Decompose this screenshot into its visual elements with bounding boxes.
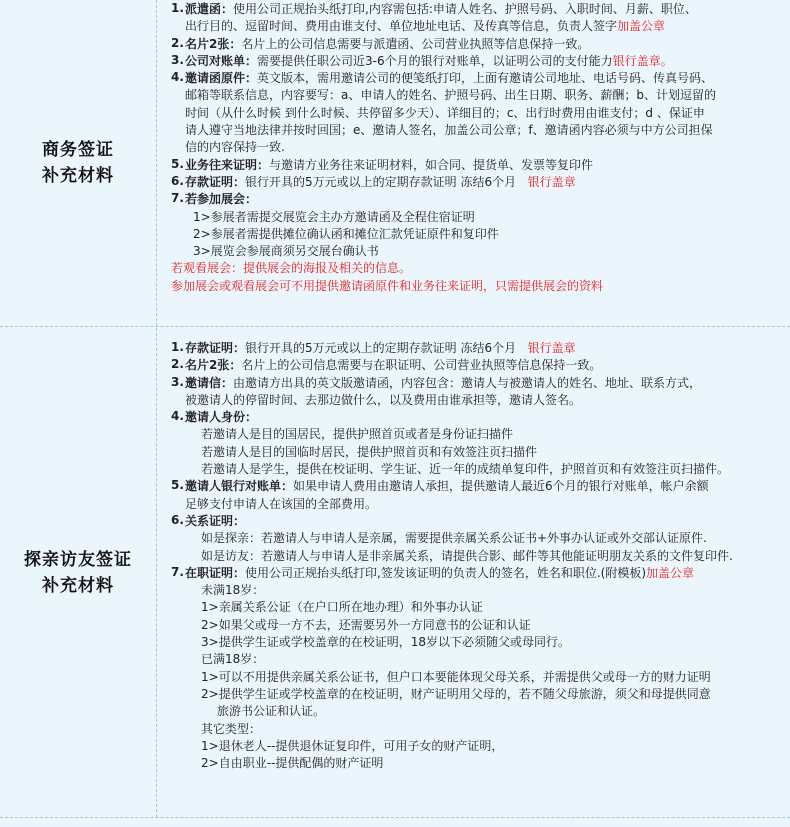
item-heading: 若参加展会： — [185, 192, 258, 207]
item-number: 4. — [171, 70, 184, 85]
other-line: 1>退休老人--提供退休证复印件，可用子女的财产证明， — [201, 738, 504, 753]
item-text: 名片上的公司信息需要与派遣函、公司营业执照等信息保持一致。 — [241, 36, 590, 51]
item-text: 名片上的公司信息需要与在职证明、公司营业执照等信息保持一致。 — [241, 358, 602, 373]
list-item — [171, 53, 782, 70]
item-text: 与邀请方业务往来证明材料，如合同、提货单、发票等复印件 — [269, 157, 594, 172]
list-item — [171, 1, 782, 36]
item-heading: 在职证明： — [185, 565, 246, 580]
business-visa-section — [0, 0, 790, 327]
title-line: 补充材料 — [42, 575, 114, 596]
item-text: 银行开具的5万元或以上的定期存款证明 冻结6个月 — [245, 341, 517, 355]
red-highlight: 银行盖章。 — [612, 53, 673, 68]
title-line: 探亲访友签证 — [24, 549, 132, 570]
over18-line: 旅游书公证和认证。 — [217, 704, 326, 719]
item-text: 时间（从什么时候 到什么时候、共停留多少天）、详细目的；c、出行时费用由谁支付；d 、保证申 — [185, 105, 705, 120]
list-item — [171, 513, 782, 530]
item-number: 3. — [171, 374, 184, 389]
family-visit-title-cell — [0, 328, 157, 817]
item-heading: 邀请函原件： — [185, 71, 258, 86]
item-number: 3. — [171, 52, 184, 67]
red-note: 若观看展会：提供展会的海报及相关的信息。 — [171, 261, 412, 276]
business-visa-title-cell — [0, 0, 157, 326]
family-visit-visa-section — [0, 328, 790, 818]
item-heading: 存款证明： — [185, 341, 246, 355]
item-heading: 公司对账单： — [185, 53, 258, 68]
under18-line: 3>提供学生证或学校盖章的在校证明，18岁以下必须随父或母同行。 — [201, 635, 570, 650]
exhibition-line: 3>展览会参展商须另交展台确认书 — [193, 244, 379, 259]
item-number: 1. — [171, 1, 184, 15]
item-text: 信的内容保持一致. — [185, 140, 285, 155]
identity-line: 若邀请人是学生，提供在校证明、学生证、近一年的成绩单复印件，护照首页和有效签注页扫描件。 — [201, 462, 730, 477]
over18-line: 1>可以不用提供亲属关系公证书，但户口本要能体现父母关系，并需提供父或母一方的财力证明 — [201, 669, 711, 684]
item-text: 由邀请方出具的英文版邀请函，内容包含：邀请人与被邀请人的姓名、地址、联系方式， — [233, 375, 702, 390]
under18-line: 2>如果父或母一方不去，还需要另外一方同意书的公证和认证 — [201, 617, 531, 632]
relation-line: 如是访友：若邀请人与申请人是非亲属关系，请提供合影、邮件等其他能证明朋友关系的文件复印件. — [201, 548, 733, 563]
subsection-title: 其它类型： — [201, 721, 262, 736]
item-text: 出行目的、逗留时间、费用由谁支付、单位地址电话、及传真等信息，负责人签字 — [185, 19, 618, 34]
item-number: 2. — [171, 35, 184, 50]
list-item — [171, 157, 782, 174]
item-heading: 名片2张： — [185, 358, 242, 373]
title-line: 补充材料 — [42, 166, 114, 186]
item-text: 足够支付申请人在该国的全部费用。 — [185, 496, 378, 511]
item-text: 邮箱等联系信息，内容要写：a、申请人的姓名、护照号码、出生日期、职务、薪酬；b、计划逗留的 — [185, 88, 716, 103]
business-visa-content — [157, 0, 790, 326]
item-text: 英文版本，需用邀请公司的便笺纸打印，上面有邀请公司地址、电话号码、传真号码、 — [257, 71, 714, 86]
list-item — [171, 174, 782, 191]
item-text: 请人遵守当地法律并按时回国；e、邀请人签名，加盖公司公章；f、邀请函内容必须与中方公司担保 — [185, 123, 713, 138]
list-item — [171, 36, 782, 53]
exhibition-line: 1>参展者需提交展览会主办方邀请函及全程住宿证明 — [193, 209, 475, 224]
item-number: 1. — [171, 340, 184, 354]
item-number: 5. — [171, 478, 184, 493]
title-line: 商务签证 — [42, 140, 114, 160]
relation-line: 如是探亲：若邀请人与申请人是亲属，需要提供亲属关系公证书+外事办认证或外交部认证原件. — [201, 531, 707, 546]
red-highlight: 银行盖章 — [527, 341, 576, 355]
other-line: 2>自由职业--提供配偶的财产证明 — [201, 756, 384, 771]
item-heading: 邀请人银行对账单： — [185, 479, 294, 494]
subsection-title: 已满18岁： — [201, 652, 265, 667]
list-item — [171, 478, 782, 513]
subsection-title: 未满18岁： — [201, 583, 265, 598]
item-number: 6. — [171, 173, 184, 188]
list-item — [171, 357, 782, 374]
item-number: 6. — [171, 512, 184, 527]
item-text: 如果申请人费用由邀请人承担，提供邀请人最近6个月的银行对账单，帐户余额 — [293, 479, 709, 494]
red-highlight: 银行盖章 — [527, 174, 576, 189]
list-item — [171, 340, 782, 357]
list-item — [171, 191, 782, 208]
item-heading: 存款证明： — [185, 174, 246, 189]
list-item — [171, 409, 782, 426]
list-item — [171, 375, 782, 410]
family-visit-content — [157, 328, 790, 817]
under18-line: 1>亲属关系公证（在户口所在地办理）和外事办认证 — [201, 600, 483, 615]
item-heading: 邀请信： — [185, 375, 234, 390]
identity-line: 若邀请人是目的国临时居民，提供护照首页和有效签注页扫描件 — [201, 444, 538, 459]
item-heading: 关系证明： — [185, 513, 246, 528]
item-number: 7. — [171, 564, 184, 579]
item-text: 被邀请人的停留时间、去那边做什么，以及费用由谁承担等，邀请人签名。 — [185, 392, 582, 407]
business-visa-title — [42, 137, 114, 189]
item-number: 4. — [171, 409, 184, 424]
list-item — [171, 70, 782, 156]
item-text: 使用公司正规抬头纸打印,签发该证明的负责人的签名，姓名和职位.(附模板) — [245, 565, 647, 580]
item-text: 银行开具的5万元或以上的定期存款证明 冻结6个月 — [245, 174, 517, 189]
item-number: 2. — [171, 357, 184, 372]
item-heading: 名片2张： — [185, 36, 242, 51]
red-note: 参加展会或观看展会可不用提供邀请函原件和业务往来证明，只需提供展会的资料 — [171, 278, 604, 293]
item-number: 7. — [171, 191, 184, 206]
item-heading: 派遣函： — [185, 2, 234, 16]
item-heading: 邀请人身份： — [185, 410, 258, 425]
item-heading: 业务往来证明： — [185, 157, 270, 172]
over18-line: 2>提供学生证或学校盖章的在校证明，财产证明用父母的，若不随父母旅游，须父和母提供同意 — [201, 686, 711, 701]
item-text: 使用公司正规抬头纸打印,内容需包括:申请人姓名、护照号码、入职时间、月薪、职位、 — [233, 2, 697, 16]
item-text: 需要提供任职公司近3-6个月的银行对账单，以证明公司的支付能力 — [257, 53, 613, 68]
red-highlight: 加盖公章 — [646, 565, 695, 580]
family-visit-title — [24, 547, 132, 599]
item-number: 5. — [171, 156, 184, 171]
exhibition-line: 2>参展者需提供摊位确认函和摊位汇款凭证原件和复印件 — [193, 226, 499, 241]
red-highlight: 加盖公章 — [617, 19, 666, 34]
list-item — [171, 565, 782, 582]
identity-line: 若邀请人是目的国居民，提供护照首页或者是身份证扫描件 — [201, 427, 514, 442]
